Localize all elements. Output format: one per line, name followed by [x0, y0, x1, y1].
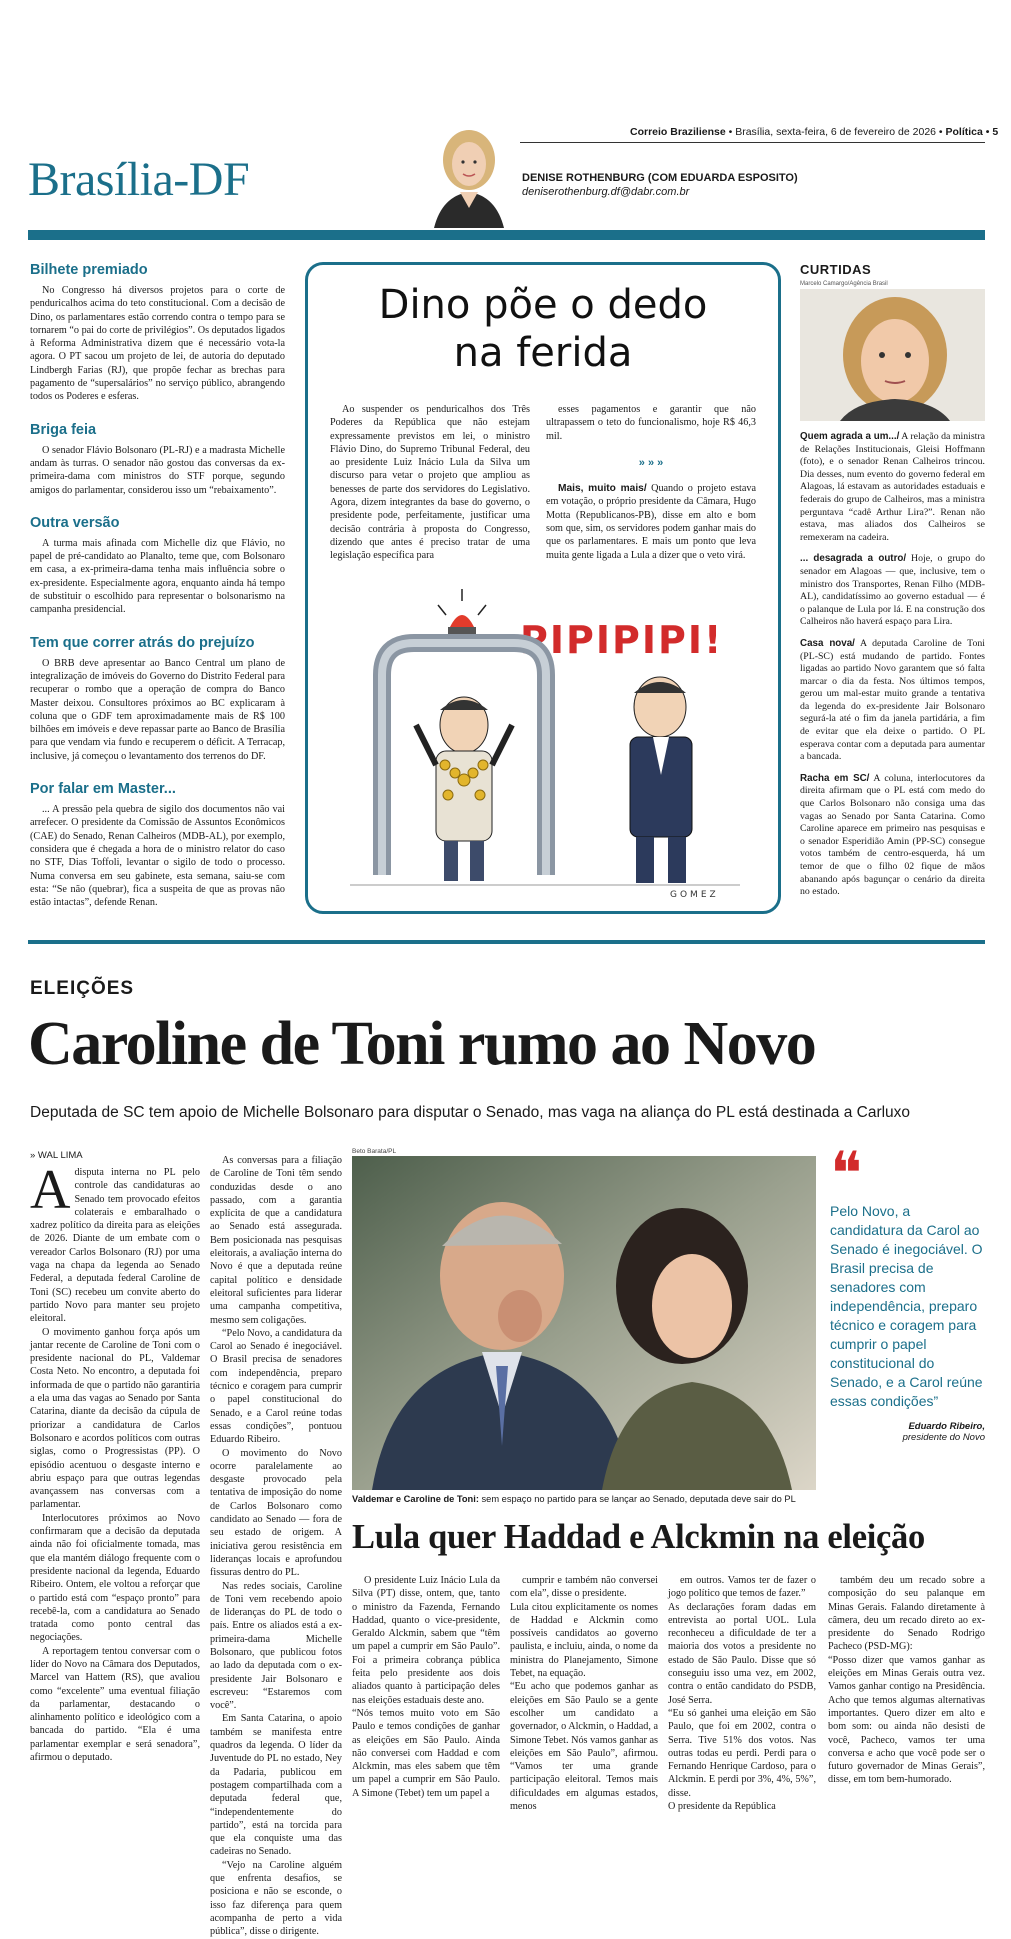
photo-caption — [352, 1494, 822, 1504]
pull-quote — [830, 1139, 985, 1443]
note-block — [30, 781, 285, 909]
columnist-photo — [424, 118, 514, 228]
photo-caption-text: sem espaço no partido para se lançar ao Senado, deputada deve sair do PL — [478, 1494, 796, 1504]
featured-text-1: Ao suspender os penduricalhos dos Três Poderes da República que não estejam expressamente previstos em lei, o ministro Flávio Dino, do Supremo Tribunal Federal, deu ao presidente Luiz Inácio Lula da Silva um discurso para vetar o projeto que ampliou as benesses de parte dos servidores do Legislativo. Agora, dizem integrantes da base do governo, o presidente pode, perfeitamente, justificar uma decisão contrária à proposta do Congresso, dizendo que antes é preciso tratar de uma legislação específica para — [330, 404, 530, 562]
curtidas-photo-credit: Marcelo Camargo/Agência Brasil — [800, 281, 888, 287]
featured-col2 — [546, 403, 756, 562]
note-title: Outra versão — [30, 514, 120, 531]
article-paragraph: Interlocutores próximos ao Novo confirmaram que a decisão da deputada ainda não foi oficialmente tomada, mas que ela mantém diálogo frequente com o presidente nacional da legenda, Eduardo Ribeiro. Ontem, ele voltou a reforçar que o partido está com “espaço pronto” para recebê-la, com a candidatura ao Senado tratada como ponto central das negociações. — [30, 1512, 200, 1644]
note-title: Bilhete premiado — [30, 262, 148, 278]
note-block — [30, 635, 285, 763]
note-block — [30, 262, 285, 404]
quote-role: presidente do Novo — [902, 1432, 985, 1443]
subnote-lead: Mais, muito mais/ — [558, 483, 647, 495]
article-paragraph: “Vejo na Caroline alguém que enfrenta desafios, se posiciona e não se esconde, o isso faz diferença para quem acompanha de perto a vida pública”, disse o dirigente. — [210, 1859, 342, 1938]
arrows-divider: » » » — [638, 456, 664, 469]
curtida-lead: Racha em SC/ — [800, 772, 870, 784]
cartoon-signature: GOMEZ — [670, 890, 719, 900]
page-number: 5 — [992, 126, 999, 138]
quote-text: Pelo Novo, a candidatura da Carol ao Senado é inegociável. O Brasil precisa de senadores com independência, preparo técnico e coragem para cumprir o papel constitucional do Senado, e a Carol reúne essas condições” — [830, 1203, 983, 1409]
photo-caption-lead: Valdemar e Caroline de Toni: — [352, 1494, 479, 1504]
header-bottom-rule — [28, 230, 985, 240]
page-header-line: Correio Braziliense • Brasília, sexta-feira, 6 de fevereiro de 2026 • Política • 5 — [630, 126, 999, 138]
note-text: A turma mais afinada com Michelle diz que Flávio, no papel de pré-candidato ao Planalto, teme que, com Bolsonaro em casa, a ex-primeira-dama tenha mais influência sobre o ex-presidente. Especialmente agora, enquanto ainda há tempo de substituir o escolhido para representar o bolsonarismo na campanha presidencial. — [30, 537, 285, 616]
publication-name: Correio Braziliense — [630, 126, 726, 138]
section-divider — [28, 940, 985, 944]
article-paragraph: Nas redes sociais, Caroline de Toni vem recebendo apoio de lideranças do PL de todo o país. Entre os aliados está a ex-primeira-dama Michelle Bolsonaro, que publicou fotos ao lado da deputada com o ex-presidente Jair Bolsonaro e escreveu: “Estaremos com você”. — [210, 1580, 342, 1712]
article2-col2 — [510, 1574, 658, 1813]
featured-box — [305, 262, 781, 914]
article-photo — [352, 1156, 816, 1490]
article2-col4 — [828, 1574, 985, 1787]
column-title: Brasília-DF — [28, 153, 250, 206]
curtida-lead: Casa nova/ — [800, 637, 855, 649]
article2-text: O presidente Luiz Inácio Lula da Silva (PT) disse, ontem, que, tanto o ministro da Fazenda, Fernando Haddad, quanto o vice-presidente, Geraldo Alckmin, sabem que “têm um papel a cumprir em São Paulo”. Foi a primeira cobrança pública feita pelo presidente aos dois aliados quanto à participação deles nas eleições estaduais deste ano. “Nós temos muito voto em São Paulo e temos condições de ganhar as eleições em São Paulo. Ainda não conversei com Haddad e com Alckmin, mas eles sabem que têm um papel a cumprir em São Paulo. A Simone (Tebet) tem um papel a — [352, 1575, 500, 1799]
article-kicker: ELEIÇÕES — [30, 978, 135, 999]
article2-col1 — [352, 1574, 500, 1800]
note-text: O senador Flávio Bolsonaro (PL-RJ) e a madrasta Michelle andam às turras. O senador não gostou das conversas da ex-primeira-dama com ministros do STF porque, segundo amigos do parlamentar, considerou isso um “rebaixamento”. — [30, 444, 285, 496]
article-subhead: Deputada de SC tem apoio de Michelle Bolsonaro para disputar o Senado, mas vaga na aliança do PL está destinada a Carluxo — [30, 1104, 911, 1121]
curtida-text: Hoje, o grupo do senador em Alagoas — que, inclusive, tem o ministro dos Transportes, Renan Filho (MDB-AL), candidatíssimo ao governo estadual — é o palanque de Lula por lá. E na construção dos Calheiros não haverá espaço para Lira. — [800, 553, 985, 628]
article-byline: » WAL LIMA — [30, 1150, 83, 1161]
subnote-text: Quando o projeto estava em votação, o próprio presidente da Câmara, Hugo Motta (Republicanos-PB), disse em alto e bom som que, sim, os servidores podem ganhar mais do que os parlamentares. E mais um ponto que leva muita gente ligada a Lula a dizer que o veto virá. — [546, 483, 756, 561]
article2-text: em outros. Vamos ter de fazer o jogo político que temos de fazer.” As declarações foram dadas em entrevista ao portal UOL. Lula reconheceu a dificuldade de ter a maioria dos votos a presidente no estado de São Paulo. Disse que só conseguiu isso uma vez, em 2002, contra o então candidato do PSDB, José Serra. “Eu só ganhei uma eleição em São Paulo, que foi em 2002, contra o Serra. Tive 51% dos votos. Nas outras todas eu perdi. Perdi para o Fernando Henrique Cardoso, para o Alckmin. E perdi por 3%, 4%, 5%”, disse. O presidente da República — [668, 1575, 816, 1813]
left-notes-column — [30, 262, 285, 927]
note-title: Briga feia — [30, 421, 97, 438]
section-name: Política — [945, 126, 983, 138]
featured-headline: Dino põe o dedo na ferida — [378, 282, 708, 376]
article-paragraph: O movimento ganhou força após um jantar recente de Caroline de Toni com o presidente nacional do PL, Valdemar Costa Neto. No encontro, a deputada foi informada de que o partido não garantiria a ela uma das vagas ao Senado por Santa Catarina, diante da decisão da cúpula de priorizar a candidatura de Carlos Bolsonaro e acordos políticos com outras siglas, como o Progressistas (PP). O episódio acentuou o desgaste interno e abriu espaço para que outras legendas avançassem nas conversas com a parlamentar. — [30, 1326, 200, 1511]
curtida-text: A coluna, interlocutores da direita afirmam que o PL está com medo do que Carlos Bolsonaro não consiga uma das vagas ao Senado por Santa Catarina. Como Caroline aparece em primeiro nas pesquisas e o senador Esperidião Amin (PP-SC) consegue votos também de centro-esquerda, há um temor de que o filho 02 fique de mãos abanando após bagunçar o cenário da direita no estado. — [800, 772, 985, 898]
article-photo-credit: Beto Barata/PL — [352, 1148, 397, 1155]
article-paragraph: A reportagem tentou conversar com o líder do Novo na Câmara dos Deputados, Marcel van Hattem (RS), que avaliou como “excelente” uma eventual filiação da parlamentar, destacando o alinhamento político e ideológico com a bancada do partido. “Ela é uma parlamentar exemplar e será senadora”, afirmou o deputado. — [30, 1645, 200, 1764]
article-headline: Caroline de Toni rumo ao Novo — [28, 1010, 816, 1078]
curtida-lead: Quem agrada a um.../ — [800, 431, 900, 442]
note-title: Tem que correr atrás do prejuízo — [30, 634, 255, 651]
curtidas-title: CURTIDAS — [800, 262, 872, 277]
curtida-text: A relação da ministra de Relações Institucionais, Gleisi Hoffmann (foto), e o senador Renan Calheiros trincou. Dia desses, num evento do governo federal em Alagoas, lá estavam as autoridades estaduais e federais do grupo de Calheiros, mas a ministra perguntava “cadê Arthur Lira?”. Renan não estava, mas aliados dos Calheiros se remexeram na cadeira. — [800, 431, 985, 543]
featured-text-2a: esses pagamentos e garantir que não ultrapassem o teto do funcionalismo, hoje R$ 46,3 mil. — [546, 404, 756, 442]
cartoon-text: PIPIPIPI! — [520, 618, 724, 662]
author-name: DENISE ROTHENBURG (COM EDUARDA ESPOSITO) — [522, 172, 798, 184]
article-paragraph: As conversas para a filiação de Caroline de Toni têm sendo conduzidas desde o ano passado, com a garantia explícita de que a candidatura ao Senado está assegurada. Bem posicionada nas pesquisas eleitorais, a avaliação interna do Novo é que a deputada reúne capital político e densidade eleitoral suficientes para liderar uma campanha competitiva, mesmo sem coligações. — [210, 1155, 342, 1326]
article-lead-text: disputa interna no PL pelo controle das candidaturas ao Senado tem provocado efeitos colaterais e embaralhado o xadrez político da direita para as eleições de 2026. Diante de um embate com o vereador Carlos Bolsonaro (RJ) por uma vaga na chapa da legenda ao Senado Federal, a deputada federal Caroline de Toni (SC) recebeu um convite aberto do partido Novo para manter seu projeto eleitoral. — [30, 1167, 200, 1325]
author-email[interactable]: deniserothenburg.df@dabr.com.br — [522, 186, 690, 198]
drop-cap: A — [30, 1159, 71, 1221]
quote-author: Eduardo Ribeiro, — [908, 1421, 985, 1432]
note-text: O BRB deve apresentar ao Banco Central um plano de integralização de imóveis do Governo do Distrito Federal para recuperar o rombo que a operação de compra do Banco Master deixou. Consultores próximos ao BC explicaram à coluna que o GDF tem aproximadamente mais de R$ 100 bilhões em imóveis e deve repassar parte ao Banco de Brasília para que vendam via fundo e recuperem o déficit. A Terracap, inclusive, já começou o levantamento dos terrenos do DF. — [30, 657, 285, 762]
article2-text: cumprir e também não conversei com ela”, disse o presidente. Lula citou explicitamente os nomes de Haddad e Alckmin como possíveis candidatos ao governo paulista, e incluiu, ainda, o nome da ministra do Planejamento, Simone Tebet, na equação. “Eu acho que podemos ganhar as eleições em São Paulo se a gente escolher um candidato a governador, o Alckmin, o Haddad, a Simone Tebet. Nós vamos ganhar as eleições em São Paulo”, afirmou. “Vamos ter uma grande participação eleitoral. Temos mais dificuldades em algumas estados, menos — [510, 1575, 658, 1813]
article-paragraph: Em Santa Catarina, o apoio também se manifesta entre quadros da legenda. O líder da Juventude do PL no estado, Ney da Padaria, publicou em postagem compartilhada com a deputada federal que, “independentemente do partido”, está na torcida para que ela conquiste uma das cadeiras no Senado. — [210, 1713, 342, 1858]
header-rule — [520, 142, 985, 143]
curtidas-photo — [800, 289, 985, 421]
article2-headline: Lula quer Haddad e Alckmin na eleição — [352, 1518, 925, 1556]
quote-mark-icon: ❝ — [830, 1139, 863, 1209]
dateline: • Brasília, sexta-feira, 6 de fevereiro de 2026 • — [728, 126, 943, 138]
article-paragraph: “Pelo Novo, a candidatura da Carol ao Senado é inegociável. O Brasil precisa de senadores com independência, preparo técnico e coragem para cumprir o papel constitucional do Senado, e a Carol reúne todas essas condições”, pontuou Eduardo Ribeiro. — [210, 1327, 342, 1446]
editorial-cartoon — [330, 575, 760, 905]
note-text: ... A pressão pela quebra de sigilo dos documentos não vai arrefecer. O presidente da Comissão de Assuntos Econômicos (CAE) do Senado, Renan Calheiros (MDB-AL), por exemplo, considera que é chegada a hora de o ministro relator do caso no STF, Dias Toffoli, levantar o sigilo de todo o processo. Numa conversa em seu gabinete, esta semana, saiu-se com esta: “Se não (quebrar), fica a suspeita de que as provas não estão intactas”, defende Renan. — [30, 804, 285, 909]
article2-col3 — [668, 1574, 816, 1813]
article-paragraph: O movimento do Novo ocorre paralelamente ao desgaste provocado pela tentativa de imposição do nome de Carlos Bolsonaro como candidato ao Senado — fora de seu estado de origem. A iniciativa gerou resistência em lideranças locais e aprofundou fissuras dentro do PL. — [210, 1447, 342, 1579]
note-block — [30, 422, 285, 497]
article2-text: também deu um recado sobre a composição do seu palanque em Minas Gerais. Falando diretamente à câmera, deu um recado direto ao ex-presidente do Senado Rodrigo Pacheco (PSD-MG): “Posso dizer que vamos ganhar as eleições em Minas Gerais outra vez. Vamos ganhar contigo na Presidência. Acho que temos algumas alternativas importantes. Quero dizer em alto e bom som: ou ainda não desisti de você, Pacheco, vamos ter uma conversa e acho que você pode ser o futuro governador de Minas Gerais”, disse, em tom bem-humorado. — [828, 1575, 985, 1786]
curtidas-column — [800, 262, 985, 899]
article-col1 — [30, 1159, 200, 1764]
article-col2 — [210, 1154, 342, 1939]
note-block — [30, 515, 285, 617]
note-text: No Congresso há diversos projetos para o corte de penduricalhos acima do teto constitucional. Com a decisão de Dino, os parlamentares estão correndo contra o tempo para se tornarem “o pai do corte de privilégios”. Os deputados ligados à Reforma Administrativa dizem que é necessário vota-la agora. O PT sacou um projeto de lei, de autoria do deputado Lindbergh Farias (RJ), que propõe fechar as brechas para pagamento de “supersalários” no serviço público, abrangendo todos os Poderes e esferas. — [30, 285, 285, 403]
curtida-lead: ... desagrada a outro/ — [800, 553, 907, 565]
curtida-text: A deputada Caroline de Toni (PL-SC) está mudando de partido. Fontes ligadas ao partido Novo garantem que só falta marcar o dia da festa. Nos últimos tempos, gerou um mal-estar muito grande a tentativa da legenda do ex-presidente Jair Bolsonaro segurá-la até o fim da janela partidária, a fim de evitar que ela deixe o partido. O PL esperava contar com a deputada para aumentar a bancada. — [800, 637, 985, 763]
featured-col1 — [330, 403, 530, 563]
note-title: Por falar em Master... — [30, 781, 176, 798]
